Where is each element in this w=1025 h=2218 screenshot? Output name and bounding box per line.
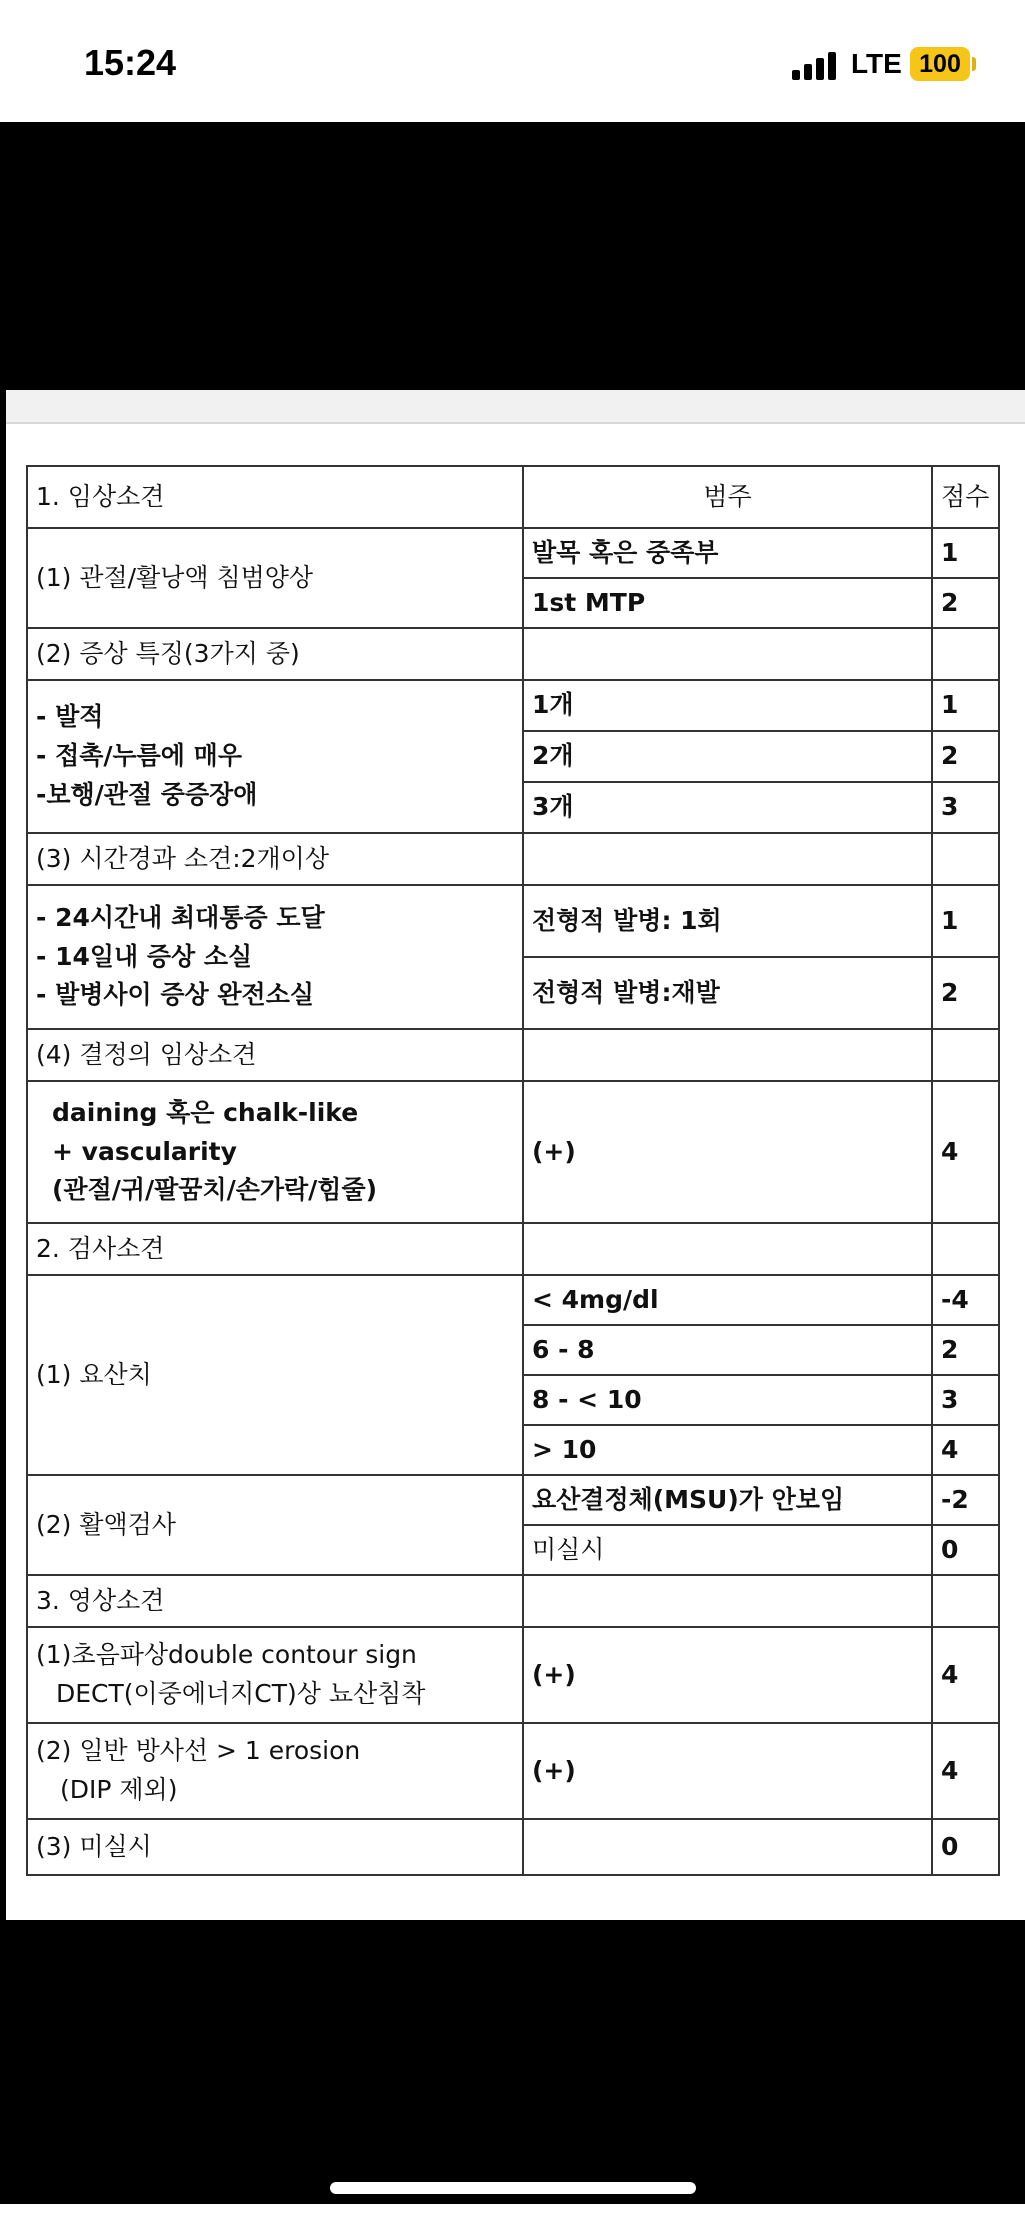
list-item: DECT(이중에너지CT)상 뇨산침착 bbox=[56, 1679, 426, 1708]
ultrasound-dect-cell bbox=[27, 1627, 523, 1723]
table-row bbox=[27, 1081, 999, 1223]
header-score: 점수 bbox=[932, 466, 999, 528]
symptom-features-label: (2) 증상 특징(3가지 중) bbox=[27, 628, 523, 680]
section-lab-label: 2. 검사소견 bbox=[27, 1223, 523, 1275]
category-cell: (+) bbox=[523, 1723, 932, 1819]
category-cell: (+) bbox=[523, 1081, 932, 1223]
bottom-strip bbox=[0, 2204, 1025, 2218]
document-top-bar bbox=[6, 390, 1025, 424]
imaging-not-done-label: (3) 미실시 bbox=[27, 1819, 523, 1875]
table-row bbox=[27, 680, 999, 731]
score-cell: 3 bbox=[932, 782, 999, 833]
list-item: + vascularity bbox=[52, 1136, 237, 1166]
table-row bbox=[27, 528, 999, 578]
table-row bbox=[27, 628, 999, 680]
score-cell: 3 bbox=[932, 1375, 999, 1425]
uric-acid-label: (1) 요산치 bbox=[27, 1275, 523, 1475]
list-item: - 발병사이 증상 완전소실 bbox=[36, 980, 314, 1010]
table-row bbox=[27, 1223, 999, 1275]
list-item: (DIP 제외) bbox=[60, 1775, 178, 1804]
score-cell: -4 bbox=[932, 1275, 999, 1325]
category-cell: 1st MTP bbox=[523, 578, 932, 628]
category-cell: > 10 bbox=[523, 1425, 932, 1475]
category-cell: 발목 혹은 중족부 bbox=[523, 528, 932, 578]
status-time: 15:24 bbox=[84, 42, 177, 83]
battery-tip-icon bbox=[972, 57, 976, 71]
tophus-label: (4) 결정의 임상소견 bbox=[27, 1029, 523, 1081]
list-item: - 24시간내 최대통증 도달 bbox=[36, 902, 325, 932]
xray-erosion-cell bbox=[27, 1723, 523, 1819]
list-item: - 14일내 증상 소실 bbox=[36, 941, 253, 971]
category-cell: 미실시 bbox=[523, 1525, 932, 1575]
category-cell: 전형적 발병:재발 bbox=[523, 957, 932, 1029]
symptom-features-list bbox=[27, 680, 523, 833]
score-cell: 4 bbox=[932, 1425, 999, 1475]
signal-strength-icon bbox=[792, 50, 842, 80]
score-cell: 4 bbox=[932, 1627, 999, 1723]
network-type: LTE bbox=[851, 48, 902, 79]
category-cell: < 4mg/dl bbox=[523, 1275, 932, 1325]
list-item: (관절/귀/팔꿈치/손가락/힘줄) bbox=[52, 1175, 378, 1205]
table-row bbox=[27, 1575, 999, 1627]
table-row bbox=[27, 1475, 999, 1525]
list-item: - 접촉/누름에 매우 bbox=[36, 741, 242, 771]
score-cell: 1 bbox=[932, 885, 999, 957]
list-item: daining 혹은 chalk-like bbox=[52, 1097, 359, 1127]
score-cell: 2 bbox=[932, 578, 999, 628]
score-cell: 2 bbox=[932, 957, 999, 1029]
table-row bbox=[27, 1029, 999, 1081]
table-header-row bbox=[27, 466, 999, 528]
document-image bbox=[6, 390, 1025, 1920]
category-cell: 전형적 발병: 1회 bbox=[523, 885, 932, 957]
table-row bbox=[27, 1275, 999, 1325]
score-cell: -2 bbox=[932, 1475, 999, 1525]
category-cell: (+) bbox=[523, 1627, 932, 1723]
tophus-list bbox=[27, 1081, 523, 1223]
score-cell: 4 bbox=[932, 1723, 999, 1819]
score-cell: 0 bbox=[932, 1819, 999, 1875]
category-cell: 6 - 8 bbox=[523, 1325, 932, 1375]
header-category: 범주 bbox=[523, 466, 932, 528]
score-cell: 2 bbox=[932, 1325, 999, 1375]
list-item: (2) 일반 방사선 > 1 erosion bbox=[36, 1736, 361, 1766]
category-cell: 요산결정체(MSU)가 안보임 bbox=[523, 1475, 932, 1525]
list-item: (1)초음파상double contour sign bbox=[36, 1640, 417, 1670]
joint-involvement-label: (1) 관절/활낭액 침범양상 bbox=[27, 528, 523, 628]
list-item: -보행/관절 중증장애 bbox=[36, 779, 258, 809]
category-cell: 2개 bbox=[523, 731, 932, 782]
gout-score-table bbox=[26, 465, 1000, 1876]
table-row bbox=[27, 833, 999, 885]
table-row bbox=[27, 1723, 999, 1819]
table-row bbox=[27, 1819, 999, 1875]
score-cell: 2 bbox=[932, 731, 999, 782]
section-imaging-label: 3. 영상소견 bbox=[27, 1575, 523, 1627]
battery-icon: 100 bbox=[910, 47, 970, 81]
time-course-list bbox=[27, 885, 523, 1029]
status-bar bbox=[0, 0, 1025, 122]
table-row bbox=[27, 885, 999, 957]
category-cell: 3개 bbox=[523, 782, 932, 833]
home-indicator[interactable] bbox=[330, 2182, 696, 2194]
category-cell: 8 - < 10 bbox=[523, 1375, 932, 1425]
table-row bbox=[27, 1627, 999, 1723]
synovial-fluid-label: (2) 활액검사 bbox=[27, 1475, 523, 1575]
time-course-label: (3) 시간경과 소견:2개이상 bbox=[27, 833, 523, 885]
list-item: - 발적 bbox=[36, 702, 104, 732]
score-cell: 0 bbox=[932, 1525, 999, 1575]
score-cell: 1 bbox=[932, 680, 999, 731]
category-cell: 1개 bbox=[523, 680, 932, 731]
score-cell: 1 bbox=[932, 528, 999, 578]
score-cell: 4 bbox=[932, 1081, 999, 1223]
header-clinical: 1. 임상소견 bbox=[27, 466, 523, 528]
